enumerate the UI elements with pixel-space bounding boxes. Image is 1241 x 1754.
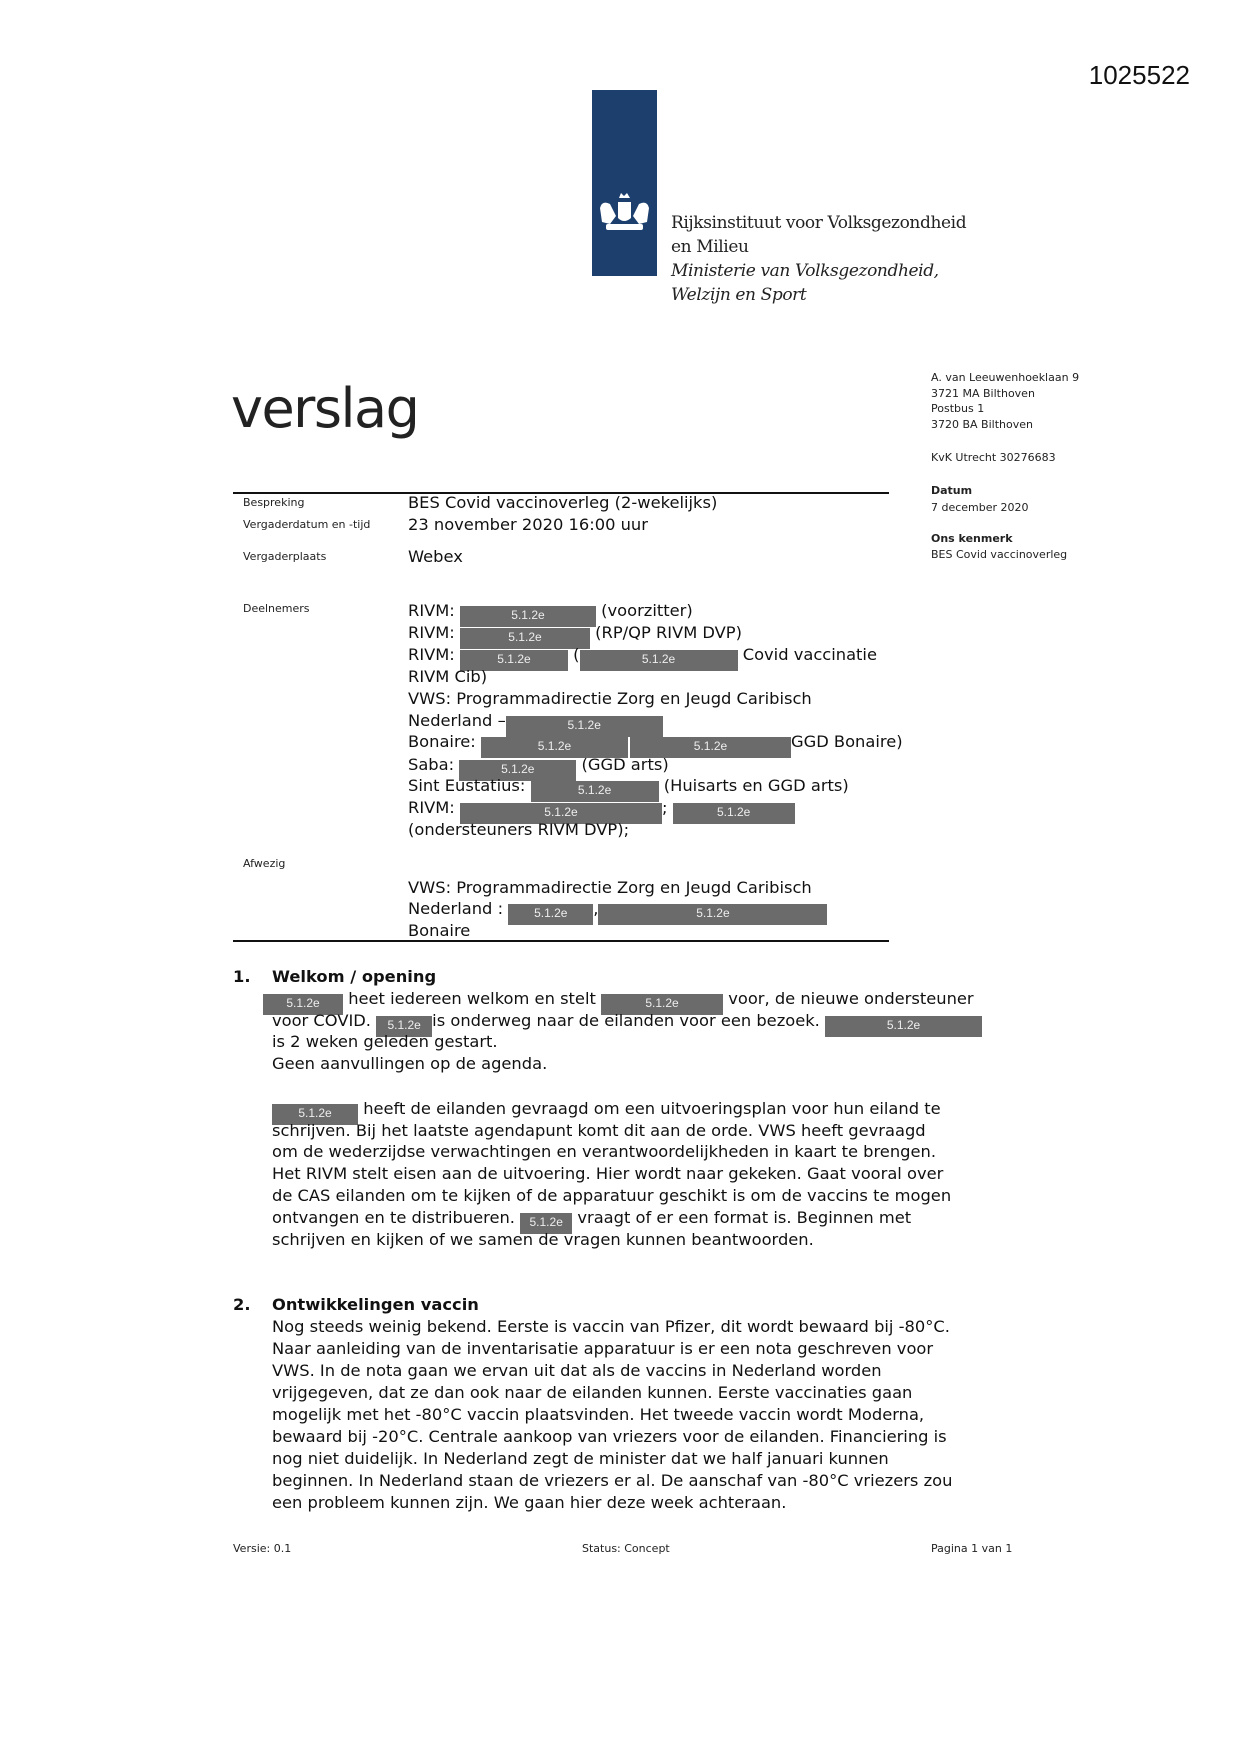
redaction: 5.1.2e xyxy=(460,628,590,649)
redaction: 5.1.2e xyxy=(580,650,738,671)
org-label: RIVM: xyxy=(408,623,455,642)
redaction: 5.1.2e xyxy=(506,716,663,737)
address-pobox-postal: 3720 BA Bilthoven xyxy=(931,418,1033,431)
org-label: RIVM: xyxy=(408,798,455,817)
text-line: Het RIVM stelt eisen aan de uitvoering. Hier wordt naar gekeken. Gaat vooral over xyxy=(272,1164,944,1183)
text-line: een probleem kunnen zijn. We gaan hier deze week achteraan. xyxy=(272,1493,787,1512)
section-number: 2. xyxy=(233,1295,251,1314)
text-line: bewaard bij -20°C. Centrale aankoop van vriezers voor de eilanden. Financiering is xyxy=(272,1427,947,1446)
redaction: 5.1.2e xyxy=(520,1213,572,1234)
text: is onderweg naar de eilanden voor een bezoek. xyxy=(432,1011,820,1030)
text: heet iedereen welkom en stelt xyxy=(348,989,596,1008)
label-deelnemers: Deelnemers xyxy=(243,602,310,615)
role: (GGD arts) xyxy=(581,755,669,774)
org-label: Bonaire: xyxy=(408,732,476,751)
text: heeft de eilanden gevraagd om een uitvoeringsplan voor hun eiland te xyxy=(363,1099,941,1118)
bottom-rule xyxy=(233,940,889,942)
participant-line xyxy=(408,775,849,797)
text-line: is 2 weken geleden gestart. xyxy=(272,1032,498,1051)
text: ontvangen en te distribueren. xyxy=(272,1208,515,1227)
document-title: verslag xyxy=(231,377,419,440)
text: vraagt of er een format is. Beginnen met xyxy=(577,1208,912,1227)
section-heading: Ontwikkelingen vaccin xyxy=(272,1295,479,1314)
address-postal: 3721 MA Bilthoven xyxy=(931,387,1035,400)
org-label: Saba: xyxy=(408,755,455,774)
text-line: schrijven. Bij het laatste agendapunt komt dit aan de orde. VWS heeft gevraagd xyxy=(272,1121,926,1140)
section-heading: Welkom / opening xyxy=(272,967,437,986)
org-name-line2: en Milieu xyxy=(671,237,749,257)
redaction: 5.1.2e xyxy=(459,760,576,781)
rijksoverheid-logo xyxy=(592,90,657,276)
ministry-line1: Ministerie van Volksgezondheid, xyxy=(671,261,939,281)
separator: , xyxy=(593,899,599,918)
redaction: 5.1.2e xyxy=(460,650,568,671)
redaction: 5.1.2e xyxy=(673,803,795,824)
org-label: RIVM: xyxy=(408,601,455,620)
section-number: 1. xyxy=(233,967,251,986)
redaction: 5.1.2e xyxy=(531,781,659,802)
redaction: 5.1.2e xyxy=(598,904,827,925)
paren: ( xyxy=(573,645,580,664)
participant-line xyxy=(408,710,663,732)
value-bespreking: BES Covid vaccinoverleg (2-wekelijks) xyxy=(408,493,718,512)
redaction: 5.1.2e xyxy=(825,1016,982,1037)
label-vergaderplaats: Vergaderplaats xyxy=(243,550,327,563)
text-line: schrijven en kijken of we samen de vragen kunnen beantwoorden. xyxy=(272,1230,814,1249)
text: voor COVID. xyxy=(272,1011,371,1030)
redaction: 5.1.2e xyxy=(601,994,723,1015)
participant-line xyxy=(408,731,903,753)
text-line: Geen aanvullingen op de agenda. xyxy=(272,1054,548,1073)
text-line: de CAS eilanden om te kijken of de apparatuur geschikt is om de vaccins te mogen xyxy=(272,1186,952,1205)
text-line: vrijgegeven, dat ze dan ook naar de eilanden kunnen. Eerste vaccinaties gaan xyxy=(272,1383,913,1402)
separator: ; xyxy=(661,798,668,817)
role: GGD Bonaire) xyxy=(790,732,903,751)
absent-line: Bonaire xyxy=(408,921,471,940)
role: Covid vaccinatie xyxy=(742,645,877,664)
kenmerk-value: BES Covid vaccinoverleg xyxy=(931,548,1068,561)
role: (voorzitter) xyxy=(601,601,693,620)
document-number: 1025522 xyxy=(1088,60,1190,90)
datum-label: Datum xyxy=(931,484,973,497)
participant-line xyxy=(408,600,693,622)
redaction: 5.1.2e xyxy=(460,803,662,824)
participant-line xyxy=(408,754,669,776)
ministry-line2: Welzijn en Sport xyxy=(671,285,807,305)
org-label: RIVM: xyxy=(408,645,455,664)
text-line: nog niet duidelijk. In Nederland zegt de minister dat we half januari kunnen xyxy=(272,1449,889,1468)
address-pobox: Postbus 1 xyxy=(931,402,985,415)
redaction: 5.1.2e xyxy=(272,1104,358,1125)
text-line: Naar aanleiding van de inventarisatie apparatuur is er een nota geschreven voor xyxy=(272,1339,934,1358)
footer-status: Status: Concept xyxy=(582,1542,670,1555)
datum-value: 7 december 2020 xyxy=(931,501,1029,514)
label-bespreking: Bespreking xyxy=(243,496,305,509)
text: voor, de nieuwe ondersteuner xyxy=(728,989,974,1008)
kvk: KvK Utrecht 30276683 xyxy=(931,451,1056,464)
redaction: 5.1.2e xyxy=(263,994,343,1015)
coat-of-arms-icon xyxy=(592,90,657,276)
label-afwezig: Afwezig xyxy=(243,857,286,870)
redaction: 5.1.2e xyxy=(376,1016,432,1037)
participant-line xyxy=(408,644,877,666)
text-line: VWS. In de nota gaan we ervan uit dat als de vaccins in Nederland worden xyxy=(272,1361,882,1380)
participant-line: RIVM Cib) xyxy=(408,667,488,686)
role: (Huisarts en GGD arts) xyxy=(663,776,849,795)
footer-page: Pagina 1 van 1 xyxy=(931,1542,1013,1555)
text-line: om de wederzijdse verwachtingen en verantwoordelijkheden in kaart te brengen. xyxy=(272,1142,936,1161)
redaction: 5.1.2e xyxy=(630,737,791,758)
redaction: 5.1.2e xyxy=(460,606,596,627)
participant-line xyxy=(408,622,742,644)
org-label: Nederland – xyxy=(408,711,506,730)
org-label: Sint Eustatius: xyxy=(408,776,526,795)
text-line: beginnen. In Nederland staan de vriezers er al. De aanschaf van -80°C vriezers zou xyxy=(272,1471,953,1490)
participant-line: VWS: Programmadirectie Zorg en Jeugd Caribisch xyxy=(408,689,812,708)
org-label: Nederland : xyxy=(408,899,504,918)
participant-line: (ondersteuners RIVM DVP); xyxy=(408,820,630,839)
address-street: A. van Leeuwenhoeklaan 9 xyxy=(931,371,1080,384)
absent-line xyxy=(408,898,827,920)
value-vergaderplaats: Webex xyxy=(408,547,463,566)
role: (RP/QP RIVM DVP) xyxy=(595,623,742,642)
participant-line xyxy=(408,797,795,819)
redaction: 5.1.2e xyxy=(481,737,628,758)
text-line: mogelijk met het -80°C vaccin plaatsvinden. Het tweede vaccin wordt Moderna, xyxy=(272,1405,925,1424)
footer-version: Versie: 0.1 xyxy=(233,1542,292,1555)
org-name-line1: Rijksinstituut voor Volksgezondheid xyxy=(671,213,967,233)
value-vergaderdatum: 23 november 2020 16:00 uur xyxy=(408,515,648,534)
kenmerk-label: Ons kenmerk xyxy=(931,532,1013,545)
absent-line: VWS: Programmadirectie Zorg en Jeugd Caribisch xyxy=(408,878,812,897)
label-vergaderdatum: Vergaderdatum en -tijd xyxy=(243,518,371,531)
redaction: 5.1.2e xyxy=(508,904,593,925)
text-line: Nog steeds weinig bekend. Eerste is vaccin van Pfizer, dit wordt bewaard bij -80°C. xyxy=(272,1317,950,1336)
